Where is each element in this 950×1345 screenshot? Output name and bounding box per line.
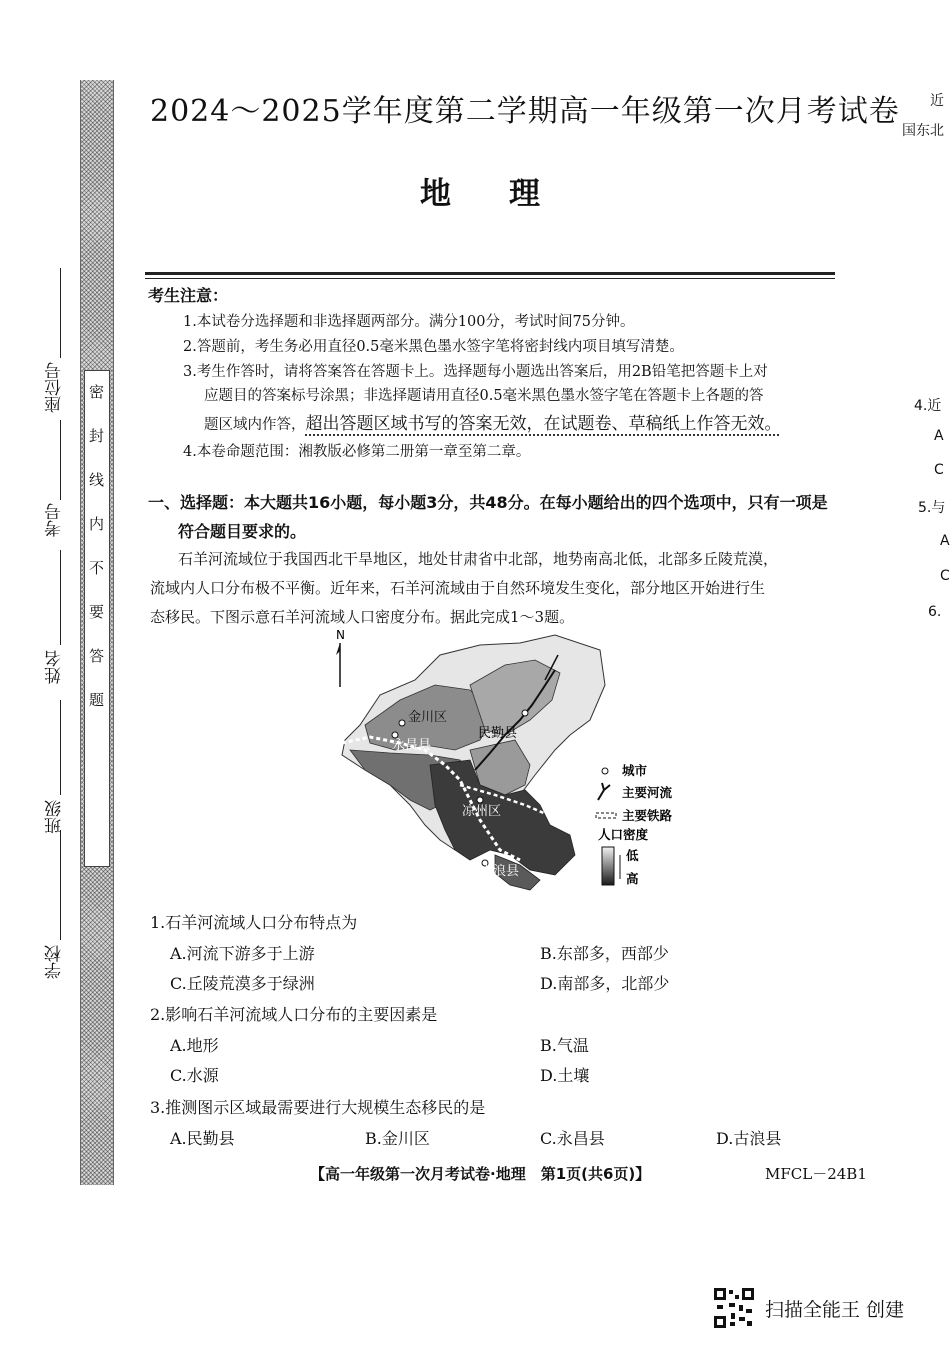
question-2-option-a[interactable]: A.地形 (170, 1036, 219, 1055)
section-heading-cont: 符合题目要求的。 (178, 522, 307, 541)
field-seat-line[interactable] (60, 268, 61, 358)
legend-railway-icon (596, 813, 616, 818)
question-1-option-c[interactable]: C.丘陵荒漠多于绿洲 (170, 974, 315, 993)
notice-item-3: 3.考生作答时，请将答案答在答题卡上。选择题每小题选出答案后，用2B铅笔把答题卡上对 (183, 364, 768, 380)
notice-heading: 考生注意： (148, 286, 229, 305)
field-class-label: 班级 (45, 800, 65, 834)
passage-line-2: 流域内人口分布极不平衡。近年来，石羊河流域由于自然环境发生变化，部分地区开始进行生 (150, 579, 766, 597)
notice-item-3-cont: 应题目的答案标号涂黑；非选择题请用直径0.5毫米黑色墨水签字笔在答题卡上各题的答 (204, 388, 764, 404)
edge-fragment-4: A (934, 428, 944, 444)
question-1-stem: 1.石羊河流域人口分布特点为 (150, 913, 358, 932)
city-minqin-icon (522, 710, 528, 716)
label-yongchang: 永昌县 (392, 738, 432, 753)
city-liangzhou-icon (477, 797, 483, 803)
field-name-label: 姓名 (45, 650, 65, 684)
question-3-option-d[interactable]: D.古浪县 (716, 1129, 782, 1148)
field-school-label: 学校 (45, 945, 65, 979)
question-2-option-c[interactable]: C.水源 (170, 1066, 219, 1085)
field-seat-label: 座位号 (45, 362, 65, 413)
city-jinchuan-icon (399, 720, 405, 726)
label-minqin: 民勤县 (478, 726, 518, 741)
edge-fragment-7: A (940, 533, 950, 549)
edge-fragment-5: C (934, 462, 944, 478)
notice-item-3-tail: 题区域内作答， (204, 417, 306, 433)
edge-fragment-3: 4.近 (914, 398, 942, 414)
subject-title: 地理 (420, 176, 598, 212)
seal-text: 密封线内不要答题 (87, 384, 105, 736)
passage-line-1: 石羊河流域位于我国西北干旱地区，地处甘肃省中北部，地势南高北低，北部多丘陵荒漠， (178, 550, 779, 568)
field-name-line[interactable] (60, 550, 61, 645)
legend-city: 城市 (622, 763, 648, 778)
question-2-option-b[interactable]: B.气温 (540, 1036, 589, 1055)
exam-code: MFCL－24B1 (765, 1165, 867, 1183)
legend-river: 主要河流 (622, 785, 673, 800)
legend-city-icon (602, 768, 608, 774)
page-footer: 【高一年级第一次月考试卷·地理 第1页(共6页)】 (310, 1165, 651, 1183)
qr-code-icon (713, 1287, 755, 1329)
question-2-option-d[interactable]: D.土壤 (540, 1066, 590, 1085)
population-density-map (320, 625, 690, 900)
edge-fragment-9: 6. (928, 604, 942, 620)
question-2-stem: 2.影响石羊河流域人口分布的主要因素是 (150, 1005, 438, 1024)
edge-fragment-2: 国东北 (902, 123, 944, 139)
section-heading: 一、选择题：本大题共16小题，每小题3分，共48分。在每小题给出的四个选项中，只有一项是 (148, 493, 828, 512)
legend-high: 高 (626, 871, 639, 886)
question-3-option-a[interactable]: A.民勤县 (170, 1129, 235, 1148)
edge-fragment-8: C (940, 568, 950, 584)
notice-item-2: 2.答题前，考生务必用直径0.5毫米黑色墨水签字笔将密封线内项目填写清楚。 (183, 339, 684, 355)
field-class-line[interactable] (60, 700, 61, 795)
legend-railway: 主要铁路 (622, 808, 673, 823)
legend-low: 低 (626, 848, 639, 863)
passage-line-3: 态移民。下图示意石羊河流域人口密度分布。据此完成1～3题。 (150, 608, 575, 626)
edge-fragment-1: 近 (930, 93, 944, 109)
question-3-option-b[interactable]: B.金川区 (365, 1129, 430, 1148)
label-gulang: 古浪县 (480, 864, 520, 879)
field-exam-number-line[interactable] (60, 420, 61, 500)
question-1-option-a[interactable]: A.河流下游多于上游 (170, 944, 315, 963)
notice-item-3-end (204, 409, 782, 434)
exam-title: 2024～2025学年度第二学期高一年级第一次月考试卷 (150, 94, 900, 129)
legend-river-icon (598, 783, 610, 800)
legend-density-title: 人口密度 (598, 827, 649, 842)
question-1-option-d[interactable]: D.南部多，北部少 (540, 974, 670, 993)
legend-density-bar (602, 847, 614, 885)
notice-emphasis: 超出答题区域书写的答案无效，在试题卷、草稿纸上作答无效。 (305, 414, 782, 434)
north-label: N (336, 628, 345, 642)
notice-item-1: 1.本试卷分选择题和非选择题两部分。满分100分，考试时间75分钟。 (183, 314, 635, 330)
label-jinchuan: 金川区 (408, 710, 448, 725)
field-exam-number-label: 考号 (45, 503, 65, 537)
edge-fragment-6: 5.与 (918, 500, 946, 516)
scanner-watermark: 扫描全能王 创建 (765, 1299, 905, 1321)
question-3-stem: 3.推测图示区域最需要进行大规模生态移民的是 (150, 1098, 486, 1117)
question-1-option-b[interactable]: B.东部多，西部少 (540, 944, 669, 963)
header-rule-thin (145, 278, 835, 279)
notice-item-4: 4.本卷命题范围：湘教版必修第二册第一章至第二章。 (183, 444, 531, 460)
header-rule-thick (145, 272, 835, 275)
label-liangzhou: 凉州区 (462, 804, 502, 819)
question-3-option-c[interactable]: C.永昌县 (540, 1129, 605, 1148)
field-school-line[interactable] (60, 830, 61, 940)
